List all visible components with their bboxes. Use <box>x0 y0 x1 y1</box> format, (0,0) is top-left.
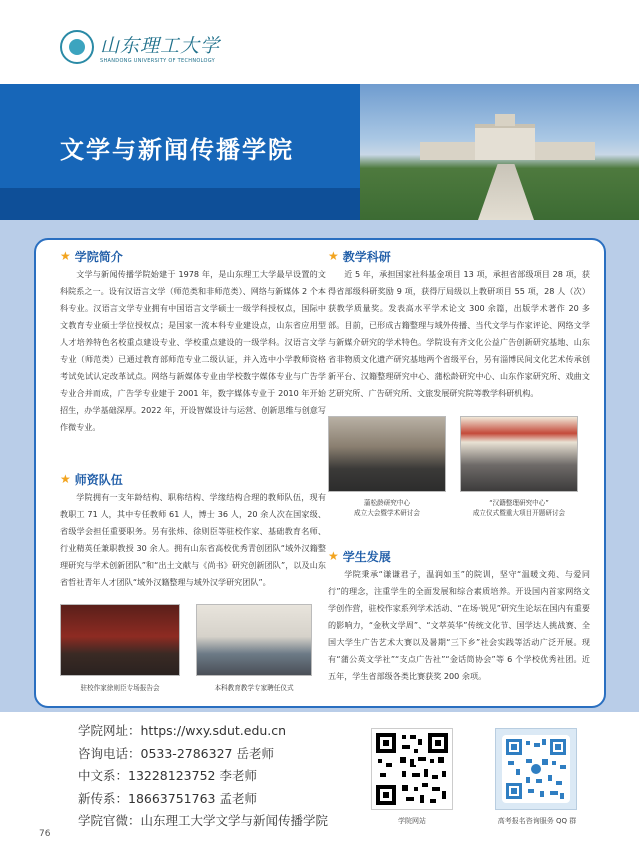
section-title: 学院简介 <box>74 249 123 264</box>
star-icon: ★ <box>328 549 339 563</box>
section-text: 近 5 年，承担国家社科基金项目 13 项，承担省部级项目 28 项，获得省部级科研奖励 9 项，获得厅局级以上教研项目 55 项，28 人（次）获教学质量奖。发表高水平学术论文 300 余篇，出版学术著作 20 多部。目前，已形成古籍整理与域外传播、当代文学与作家评论、网络文学与新媒介研究的学术特色。学院设有齐文化公益广告创新研究基地、山东省非物质文化遗产研究基地两个省级平台，另有淄博民间文化艺术传承创新平台、汉籍整理研究中心、蒲松龄研究中心、山东作家研究所、戏曲文艺研究所、广告研究所、文旅发展研究院等教学科研机构。 <box>328 269 590 398</box>
section-text: 学院拥有一支年龄结构、职称结构、学缘结构合理的教师队伍，现有教职工 71 人，其中专任教师 61 人，博士 36 人，20 余人次在国家级、省级学会担任重要职务。另有张炜、徐则臣等驻校作家、基础教育名师、行业精英任兼职教授 30 余人。拥有山东省高校优秀青创团队“域外汉籍整理研究与学术创新团队”和“出土文献与《尚书》研究创新团队”，以及山东省哲社青年人才团队“域外汉籍整理与域外汉学研究团队”。 <box>60 492 326 587</box>
section-title: 学生发展 <box>342 549 391 564</box>
page-title: 文学与新闻传播学院 <box>60 136 294 164</box>
logo-chinese-name: 山东理工大学 <box>100 34 221 57</box>
section-text: 文学与新闻传播学院始建于 1978 年，是山东理工大学最早设置的文科院系之一。设有汉语言文学（师范类和非师范类）、网络与新媒体 2 个本科专业。汉语言文学专业拥有中国语言文学硕士一级学科授权点，国际中文教育专业硕士学位授权点；是国家一流本科专业建设点，山东省应用型人才培养特色名校重点建设专业、学校重点建设的一级学科。汉语言文学专业（师范类）已通过教育部师范专业二级认证，并入选中小学教师资格考试免试认定改革试点。网络与新媒体专业由学校数字媒体专业与广告学专业合并而成，广告学专业建于 2001 年，数字媒体专业于 2010 年开始招生，办学基础深厚。2022 年，开设智媒设计与运营、创新思维与创意写作微专业。 <box>60 269 326 432</box>
star-icon: ★ <box>328 249 339 263</box>
website-qr-code[interactable] <box>371 728 453 810</box>
qr-label: 高考报名咨询服务 QQ 群 <box>497 817 577 825</box>
photo-caption: 本科教育教学专家聘任仪式 <box>214 684 294 692</box>
phone-line: 咨询电话：0533-2786327 岳老师 <box>78 745 274 761</box>
website-line[interactable]: 学院网址：https://wxy.sdut.edu.cn <box>78 723 287 738</box>
university-seal-icon <box>60 30 94 64</box>
banner-accent-bar <box>0 188 360 220</box>
section-students <box>328 548 590 685</box>
photo-caption: 驻校作家徐则臣专场报告会 <box>80 684 160 692</box>
photo-caption: “汉籍整理研究中心” 成立仪式暨重大项目开题研讨会 <box>472 499 566 517</box>
group-photo <box>196 604 312 676</box>
section-title: 师资队伍 <box>74 472 123 487</box>
page-number: 76 <box>39 829 51 839</box>
ceremony-photo <box>460 416 578 492</box>
official-account-line: 学院官微：山东理工大学文学与新闻传播学院 <box>78 813 329 828</box>
chinese-dept-line: 中文系：13228123752 李老师 <box>78 768 257 783</box>
section-intro <box>60 248 326 436</box>
star-icon: ★ <box>60 472 71 486</box>
conference-photo <box>328 416 446 492</box>
contact-info <box>78 720 328 833</box>
section-text: 学院秉承“谦谦君子，温润如玉”的院训，坚守“温暖文苑、与爱同行”的理念，注重学生的全面发展和综合素质培养。开设国内首家网络文学创作营，驻校作家系列学术活动、“在场·锐见”研究生论坛在国内有重要的影响力，“金秋文学周”、“文萃英华”传统文化节、国学达人挑战赛、全国大学生广告艺术大赛以及暑期“三下乡”社会实践等活动广泛开展。现有“蒲公英文学社”“支点广告社”“金话筒协会”等 6 个学校优秀社团。近五年，学生省部级各类比赛获奖 200 余项。 <box>328 569 590 681</box>
media-dept-line: 新传系：18663751763 孟老师 <box>78 790 257 806</box>
campus-photo <box>360 84 639 220</box>
star-icon: ★ <box>60 249 71 263</box>
qr-label: 学院网站 <box>398 817 426 825</box>
section-research <box>328 248 590 402</box>
page-header <box>0 0 639 84</box>
qq-group-qr-code[interactable] <box>495 728 577 810</box>
logo-english-name: SHANDONG UNIVERSITY OF TECHNOLOGY <box>100 57 216 64</box>
title-banner <box>0 84 639 220</box>
university-logo <box>60 30 220 64</box>
lecture-hall-photo <box>60 604 180 676</box>
section-title: 教学科研 <box>342 249 391 264</box>
section-faculty <box>60 471 326 591</box>
photo-caption: 蒲松龄研究中心 成立大会暨学术研讨会 <box>354 499 420 517</box>
